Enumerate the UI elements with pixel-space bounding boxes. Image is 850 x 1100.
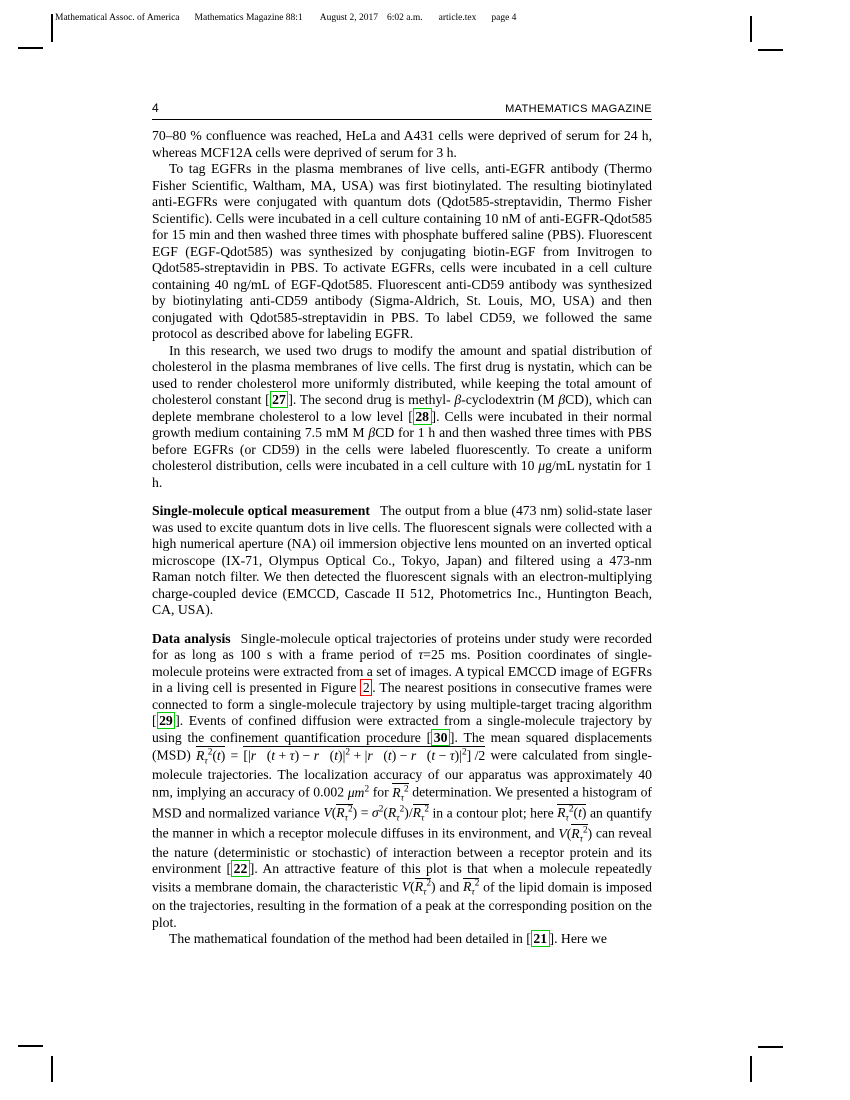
overline-expression: $R_\tau^2$: [336, 804, 353, 824]
source-filename: article.tex: [438, 13, 477, 23]
math-expression: [463, 878, 480, 898]
overline-expression: $R_\tau^2$: [463, 878, 480, 898]
crop-mark-top-right-h: [758, 49, 783, 51]
overline-expression: $R_\tau^2(t)$: [195, 746, 226, 767]
citation-link[interactable]: 29: [157, 712, 176, 729]
citation-link[interactable]: 22: [231, 860, 250, 877]
math-expression: [557, 804, 587, 824]
math-expression: β: [368, 425, 376, 440]
math-expression: $V(R_\tau^2) = \sigma^2(R_\tau^2)/R_\tau^2$: [323, 804, 429, 824]
math-expression: $V(R_\tau^2)$: [558, 825, 593, 845]
citation-link[interactable]: 28: [413, 408, 432, 425]
section-heading: Data analysis: [152, 630, 231, 646]
citation-link[interactable]: 27: [270, 391, 289, 408]
compile-time: 6:02 a.m.: [387, 13, 423, 23]
overline-expression: $R_\tau^2$: [414, 878, 432, 898]
crop-mark-top-right-v: [750, 16, 752, 42]
overline-expression: $R_\tau^2$: [392, 783, 409, 804]
math-expression: μ: [538, 458, 546, 473]
crop-mark-bottom-right-v: [750, 1056, 752, 1082]
running-header: [55, 13, 531, 23]
overline-expression: [|r⃗(t + $\tau) - r⃗(t)|^2$ + |r⃗(t) − r⃗(t − $\tau)|^2$] /2: [243, 746, 486, 763]
math-expression: $\mu m^2$: [347, 783, 370, 800]
crop-mark-bottom-right-h: [758, 1046, 783, 1048]
header-rule: [152, 119, 652, 120]
section-paragraph: Single-molecule optical measurement The output from a blue (473 nm) solid-state laser was used to excite quantum dots in live cells. The fluorescent signals were collected with a high numerical aperture (NA) oil immersion objective lens mounted on an inverted optical microscope (IX-71, Olympus Optical Co., Tokyo, Japan) and filtered using a 473-nm Raman notch filter. We then detected the fluorescent signals with an electron-multiplying charge-coupled device (EMCCD, Cascade II 512, Photometrics Inc., Huntington Beach, CA, USA).: [152, 503, 652, 617]
paragraph: 70–80 % confluence was reached, HeLa and A431 cells were deprived of serum for 24 h, whereas MCF12A cells were deprived of serum for 3 h.: [152, 128, 652, 160]
math-expression: β: [454, 392, 462, 407]
paragraph: To tag EGFRs in the plasma membranes of live cells, anti-EGFR antibody (Thermo Fisher Scientific, Waltham, MA, USA) was first biotinylated. The resulting biotinylated anti-EGFRs were conjugated with quantum dots (Qdot585-streptavidin, Thermo Fisher Scientific). Cells were incubated in a cell culture containing 10 nM of anti-EGFR-Qdot585 for 15 min and then washed three times with phosphate buffered saline (PBS). Fluorescent EGF (EGF-Qdot585) was synthesized by conjugating biotin-EGF from Invitrogen to Qdot585-streptavidin in PBS. To activate EGFRs, cells were incubated in a cell culture containing 40 ng/mL of EGF-Qdot585. Fluorescent anti-CD59 antibody was synthesized by biotinylating anti-CD59 antibody (Sigma-Aldrich, St. Louis, MO, USA) and then conjugated with Qdot585-streptavidin in PBS. To label CD59, we followed the same protocol as described above for labeling EGFR.: [152, 161, 652, 341]
overline-expression: $R_\tau^2$: [571, 825, 588, 845]
crop-mark-bottom-left-h: [18, 1045, 43, 1047]
page-indicator: page 4: [491, 13, 517, 23]
crop-mark-bottom-left-v: [51, 1056, 53, 1082]
journal-title: MATHEMATICS MAGAZINE: [505, 103, 652, 115]
compile-date: August 2, 2017: [319, 13, 379, 23]
journal-issue: Mathematics Magazine 88:1: [194, 13, 303, 23]
citation-link[interactable]: 21: [531, 930, 550, 947]
page-number: 4: [152, 101, 159, 115]
crop-mark-top-left-v: [51, 14, 53, 42]
math-expression: $R_\tau^2(t)$ = [|r⃗(t + $\tau) - r⃗(t)|^2$ + |r⃗(t) − r⃗(t − $\tau)|^2$] /2: [195, 746, 486, 767]
overline-expression: $R_\tau^2$: [412, 804, 429, 824]
page-header: [152, 101, 652, 115]
figure-link[interactable]: 2: [360, 679, 372, 696]
section-paragraph: Data analysis Single-molecule optical trajectories of proteins under study were recorded for as long as 100 s with a frame period of τ=25 ms. Position coordinates of single-molecule proteins were extracted from a set of images. A typical EMCCD image of EGFRs in a living cell is presented in Figure 2 . The nearest positions in consecutive frames were connected to form a single-molecule trajectory by using multiple-target tracing algorithm [ 29 ]. Events of confined diffusion were extracted from a single-molecule trajectory by using the confinement quantification procedure [ 30 ]. The mean squared displacements (MSD) $R_\tau^2(t)$ = [|r⃗(t + $\tau) - r⃗(t)|^2$ + |r⃗(t) − r⃗(t − $\tau)|^2$] /2 were calculated from single-molecule trajectories. The localization accuracy of our apparatus was approximately 40 nm, implying an accuracy of 0.002 $\mu m^2$ for $R_\tau^2$ determination. We presented a histogram of MSD and normalized variance $V(R_\tau^2) = \sigma^2(R_\tau^2)/R_\tau^2$ in a contour plot; here $R_\tau^2(t)$ an quantify the manner in which a receptor molecule diffuses in its environment, and $V(R_\tau^2)$ can reveal the nature (deterministic or stochastic) of interaction between a receptor protein and its environment [ 22 ]. An attractive feature of this plot is that when a molecule repeatedly visits a membrane domain, the characteristic $V(R_\tau^2)$ and $R_\tau^2$ of the lipid domain is imposed on the trajectories, resulting in the formation of a peak at the corresponding position on the plot.: [152, 630, 652, 930]
publisher-name: Mathematical Assoc. of America: [55, 13, 180, 23]
math-expression: [392, 783, 409, 804]
article-body: [152, 128, 652, 948]
math-expression: β: [558, 392, 566, 407]
paragraph: In this research, we used two drugs to modify the amount and spatial distribution of cholesterol in the plasma membranes of live cells. The first drug is nystatin, which can be used to render cholesterol more uniformly distributed, while keeping the total amount of cholesterol constant [ 27 ]. The second drug is methyl- β-cyclodextrin (M βCD), which can deplete membrane cholesterol to a low level [ 28 ]. Cells were incubated in their normal growth medium containing 7.5 mM M βCD for 1 h and then washed three times with PBS before EGFRs (or CD59) in the cells were labeled fluorescently. To create a uniform cholesterol distribution, cells were incubated in a cell culture with 10 μg/mL nystatin for 1 h.: [152, 342, 652, 490]
citation-link[interactable]: 30: [431, 729, 450, 746]
math-expression: $V(R_\tau^2)$: [401, 878, 436, 898]
crop-mark-top-left-h: [18, 47, 43, 49]
paragraph: The mathematical foundation of the method had been detailed in [ 21 ]. Here we: [169, 931, 607, 947]
section-heading: Single-molecule optical measurement: [152, 503, 370, 518]
math-expression: τ=25: [418, 647, 445, 662]
overline-expression: $R_\tau^2(t)$: [557, 804, 587, 824]
